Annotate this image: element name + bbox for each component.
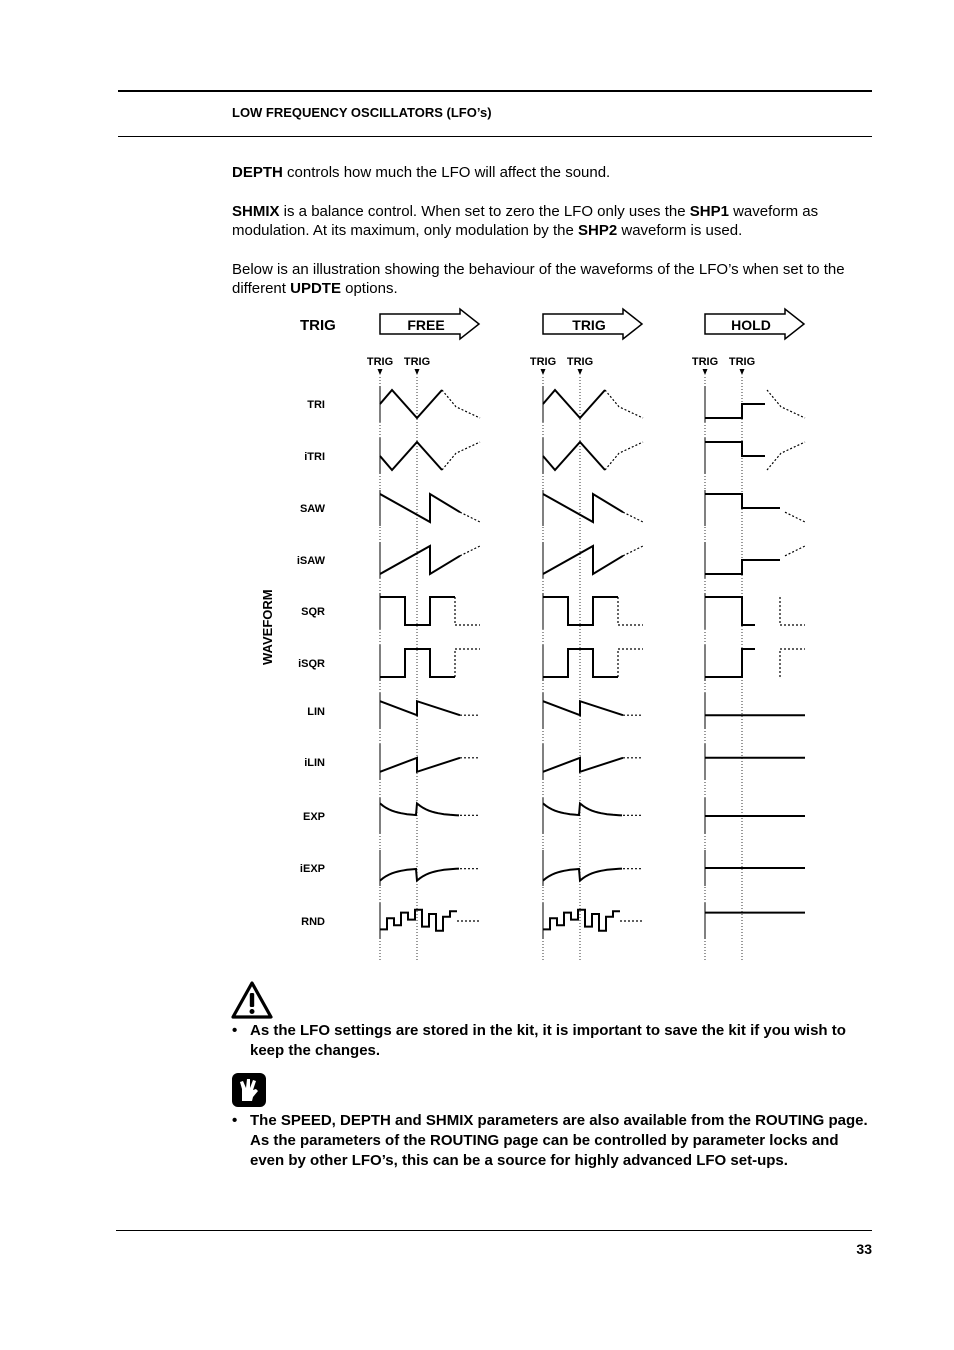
mode-label-hold: HOLD: [731, 317, 771, 333]
depth-term: DEPTH: [232, 164, 283, 181]
waveform-tri-continuation: [442, 390, 480, 418]
waveform-label-lin: LIN: [307, 706, 325, 718]
waveform-saw-line: [705, 494, 780, 508]
trig-marker-label: TRIG: [529, 356, 557, 368]
waveform-tri-continuation: [605, 390, 643, 418]
trig-marker-arrow: [740, 369, 745, 375]
waveform-sqr-continuation: [780, 597, 805, 625]
waveform-itri-line: [543, 442, 605, 470]
depth-text: controls how much the LFO will affect the sound.: [282, 164, 611, 181]
waveform-saw-continuation: [460, 512, 480, 522]
page-number: 33: [856, 1241, 872, 1257]
shmix-paragraph: [232, 202, 872, 240]
waveform-label-isqr: iSQR: [298, 658, 325, 670]
waveform-label-rnd: RND: [301, 916, 325, 928]
trig-marker-label: TRIG: [566, 356, 594, 368]
waveform-isqr-line: [705, 649, 755, 677]
waveform-sqr-line: [543, 597, 618, 625]
waveform-label-iexp: iEXP: [299, 863, 325, 875]
tip-text: The SPEED, DEPTH and SHMIX parameters are also available from the ROUTING page. As the parameters of the ROUTING page can be controlled by parameter locks and even by other LFO’s, this can be a source for highly advanced LFO set-ups.: [250, 1112, 868, 1169]
footer-rule: [116, 1230, 872, 1231]
trig-marker-label: TRIG: [366, 356, 394, 368]
shp1-term: SHP1: [689, 203, 729, 220]
waveform-saw-continuation: [623, 512, 643, 522]
waveform-saw-line: [543, 494, 623, 522]
shmix-text-1: is a balance control. When set to zero the LFO only uses the: [279, 203, 690, 220]
waveform-itri-continuation: [605, 442, 643, 470]
waveform-sqr-continuation: [618, 597, 643, 625]
warning-bullet: •: [232, 1022, 238, 1039]
tip-bullet: •: [232, 1112, 238, 1129]
waveform-isqr-continuation: [618, 649, 643, 677]
updte-term: UPDTE: [290, 280, 341, 297]
waveform-axis-label: WAVEFORM: [260, 589, 275, 665]
hand-tip-icon: [232, 1073, 266, 1107]
waveform-isqr-continuation: [780, 649, 805, 677]
waveform-tri-continuation: [767, 390, 805, 418]
intro-text-1: Below is an illustration showing the behaviour of the waveforms of the LFO’s when set to the different: [232, 261, 845, 297]
shmix-term: SHMIX: [232, 203, 280, 220]
waveform-iexp-line: [543, 869, 622, 881]
intro-text-2: options.: [340, 280, 398, 297]
waveform-isaw-continuation: [460, 546, 480, 556]
waveform-iexp-line: [380, 869, 459, 881]
waveform-itri-continuation: [442, 442, 480, 470]
waveform-itri-continuation: [767, 442, 805, 470]
waveform-isaw-continuation: [785, 546, 805, 556]
illustration-intro-paragraph: [232, 260, 872, 298]
trig-marker-arrow: [578, 369, 583, 375]
mode-label-free: FREE: [407, 317, 445, 333]
shp2-term: SHP2: [578, 222, 618, 239]
waveform-isqr-line: [380, 649, 455, 677]
waveform-label-tri: TRI: [307, 399, 325, 411]
warning-note: [232, 1021, 872, 1061]
depth-paragraph: [232, 163, 872, 182]
trig-marker-arrow: [703, 369, 708, 375]
waveform-isaw-continuation: [623, 546, 643, 556]
waveform-sqr-line: [705, 597, 755, 625]
warning-triangle-icon: [230, 980, 274, 1020]
page-header-title: LOW FREQUENCY OSCILLATORS (LFO’s): [232, 105, 492, 120]
waveform-ilin-line: [543, 758, 623, 772]
waveform-isaw-line: [705, 560, 780, 574]
header-bottom-rule: [118, 136, 872, 137]
trig-marker-label: TRIG: [691, 356, 719, 368]
waveform-label-saw: SAW: [299, 503, 325, 515]
waveform-sqr-line: [380, 597, 455, 625]
waveform-label-ilin: iLIN: [304, 757, 325, 769]
waveform-exp-line: [543, 803, 622, 815]
waveform-exp-line: [380, 803, 459, 815]
lfo-update-mode-diagram: [250, 305, 820, 965]
waveform-tri-line: [705, 404, 765, 418]
shmix-text-3: waveform is used.: [617, 222, 743, 239]
waveform-isaw-line: [380, 546, 460, 574]
waveform-rnd-line: [380, 910, 457, 931]
waveform-itri-line: [380, 442, 442, 470]
waveform-tri-line: [543, 390, 605, 418]
waveform-saw-continuation: [785, 512, 805, 522]
waveform-isqr-continuation: [455, 649, 480, 677]
waveform-ilin-line: [380, 758, 460, 772]
waveform-isqr-line: [543, 649, 618, 677]
waveform-saw-line: [380, 494, 460, 522]
trig-marker-arrow: [378, 369, 383, 375]
waveform-label-isaw: iSAW: [296, 555, 325, 567]
shmix-text-2: waveform as modulation. At its maximum, only modulation by the: [232, 203, 819, 239]
trig-heading: TRIG: [300, 317, 336, 334]
waveform-label-sqr: SQR: [301, 606, 325, 618]
waveform-itri-line: [705, 442, 765, 456]
waveform-label-exp: EXP: [302, 811, 325, 823]
waveform-sqr-continuation: [455, 597, 480, 625]
trig-marker-arrow: [541, 369, 546, 375]
header-top-rule: [118, 90, 872, 92]
waveform-lin-line: [543, 701, 623, 715]
waveform-rnd-line: [543, 910, 620, 931]
trig-marker-label: TRIG: [403, 356, 431, 368]
trig-marker-label: TRIG: [728, 356, 756, 368]
waveform-isaw-line: [543, 546, 623, 574]
warning-text: As the LFO settings are stored in the kit, it is important to save the kit if you wish to keep the changes.: [250, 1022, 846, 1059]
trig-marker-arrow: [415, 369, 420, 375]
waveform-lin-line: [380, 701, 460, 715]
waveform-label-itri: iTRI: [304, 451, 325, 463]
mode-label-trig: TRIG: [572, 317, 606, 333]
waveform-tri-line: [380, 390, 442, 418]
tip-note: [232, 1111, 872, 1171]
